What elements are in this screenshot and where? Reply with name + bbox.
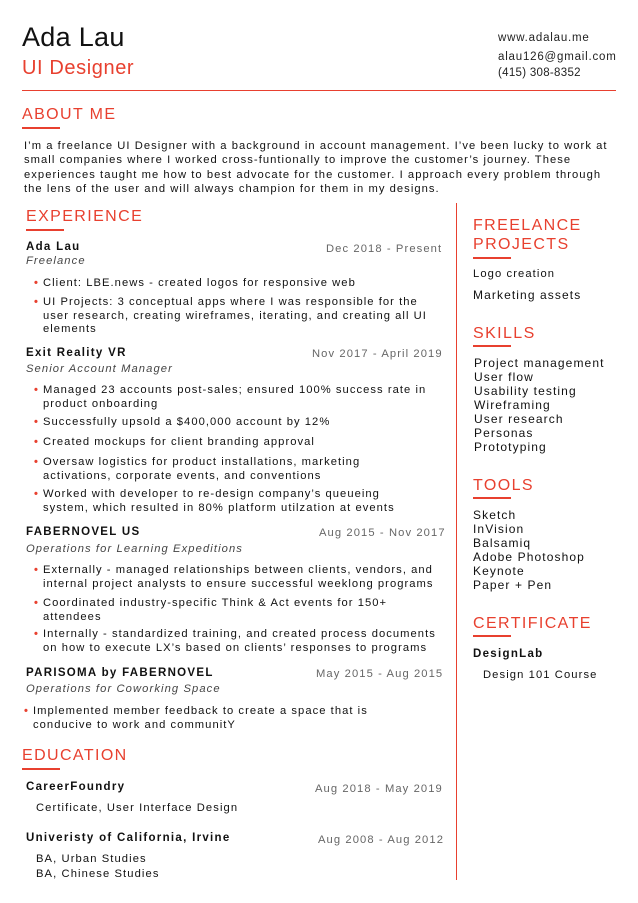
job-bullet: • Successfully upsold a $400,000 account by 12% — [34, 416, 331, 428]
job-bullet: • Implemented member feedback to create a space that is conducive to work and communitY — [24, 705, 368, 731]
job-bullet: • Coordinated industry-specific Think & Act events for 150+ attendees — [34, 597, 388, 623]
school-dates: Aug 2018 - May 2019 — [315, 783, 443, 795]
tool-item: Paper + Pen — [473, 578, 553, 592]
job-bullet: • Created mockups for client branding approval — [34, 436, 315, 448]
school-detail: Certificate, User Interface Design — [36, 802, 239, 814]
tool-item: Keynote — [473, 564, 525, 578]
resume-role: UI Designer — [22, 57, 135, 79]
job-company: FABERNOVEL US — [26, 526, 141, 538]
skill-item: User flow — [474, 370, 534, 384]
job-role: Senior Account Manager — [26, 363, 173, 375]
job-company: Ada Lau — [26, 241, 81, 253]
job-dates: May 2015 - Aug 2015 — [316, 668, 444, 680]
job-bullet: • Externally - managed relationships between clients, vendors, and internal project analysts to ensure successful weeklong programs — [34, 564, 434, 590]
job-bullet: • Worked with developer to re-design company’s queueing system, which resulted in 80% platform utilzation at events — [34, 488, 395, 514]
certificate-course: Design 101 Course — [483, 669, 598, 681]
about-text: I’m a freelance UI Designer with a background in account management. I’ve been lucky to work at small companies where I worked cross-funtionally to improve the customer’s journey. These experiences taught me how to best advocate for the customer. I approach every problem through the lens of the user and will always champion for them in my designs. — [24, 140, 608, 195]
about-heading: ABOUT ME — [22, 106, 117, 123]
about-underline — [22, 127, 60, 129]
school-detail: BA, Chinese Studies — [36, 868, 160, 880]
column-divider — [456, 203, 457, 880]
job-dates: Dec 2018 - Present — [326, 243, 443, 255]
skills-list — [474, 356, 605, 454]
job-bullet: • Oversaw logistics for product installations, marketing activations, corporate events, and conventions — [34, 456, 361, 482]
freelance-heading: FREELANCE — [473, 217, 582, 234]
phone-number: (415) 308-8352 — [498, 67, 581, 79]
tool-item: Balsamiq — [473, 536, 532, 550]
certificate-heading: CERTIFICATE — [473, 615, 592, 632]
email-link[interactable]: alau126@gmail.com — [498, 51, 617, 63]
job-role: Operations for Coworking Space — [26, 683, 221, 695]
skill-item: Usability testing — [474, 384, 577, 398]
job-bullet: • Internally - standardized training, and created process documents on how to execute LX’s based on clients’ responses to programs — [34, 628, 436, 654]
skill-item: User research — [474, 412, 564, 426]
job-role: Operations for Learning Expeditions — [26, 543, 243, 555]
header-divider — [22, 90, 616, 91]
school-name: CareerFoundry — [26, 781, 126, 793]
skill-item: Prototyping — [474, 440, 547, 454]
tool-item: InVision — [473, 522, 525, 536]
experience-heading: EXPERIENCE — [26, 208, 144, 225]
freelance-item: Marketing assets — [473, 288, 582, 302]
skills-heading: SKILLS — [473, 325, 536, 342]
tool-item: Adobe Photoshop — [473, 550, 585, 564]
freelance-heading-line2: PROJECTS — [473, 236, 570, 253]
resume-name: Ada Lau — [22, 22, 125, 52]
website-link[interactable]: www.adalau.me — [498, 32, 590, 44]
skill-item: Project management — [474, 356, 605, 370]
tools-heading: TOOLS — [473, 477, 534, 494]
school-dates: Aug 2008 - Aug 2012 — [318, 834, 445, 846]
education-heading: EDUCATION — [22, 747, 128, 764]
job-bullet: • Client: LBE.news - created logos for responsive web — [34, 277, 356, 289]
job-role: Freelance — [26, 255, 86, 267]
skills-underline — [473, 345, 511, 347]
certificate-issuer: DesignLab — [473, 648, 544, 660]
tools-list — [473, 508, 585, 592]
experience-underline — [26, 229, 64, 231]
school-name: Univeristy of California, Irvine — [26, 832, 231, 844]
skill-item: Personas — [474, 426, 534, 440]
freelance-item: Logo creation — [473, 268, 556, 280]
education-underline — [22, 768, 60, 770]
job-dates: Nov 2017 - April 2019 — [312, 348, 443, 360]
tool-item: Sketch — [473, 508, 517, 522]
job-dates: Aug 2015 - Nov 2017 — [319, 527, 446, 539]
school-detail: BA, Urban Studies — [36, 853, 147, 865]
certificate-underline — [473, 635, 511, 637]
job-company: Exit Reality VR — [26, 347, 127, 359]
tools-underline — [473, 497, 511, 499]
freelance-underline — [473, 257, 511, 259]
job-company: PARISOMA by FABERNOVEL — [26, 667, 214, 679]
job-bullet: • Managed 23 accounts post-sales; ensured 100% success rate in product onboarding — [34, 384, 427, 410]
skill-item: Wireframing — [474, 398, 551, 412]
job-bullet: • UI Projects: 3 conceptual apps where I was responsible for the user research, creating wireframes, iterating, and creating all UI elements — [34, 296, 427, 336]
